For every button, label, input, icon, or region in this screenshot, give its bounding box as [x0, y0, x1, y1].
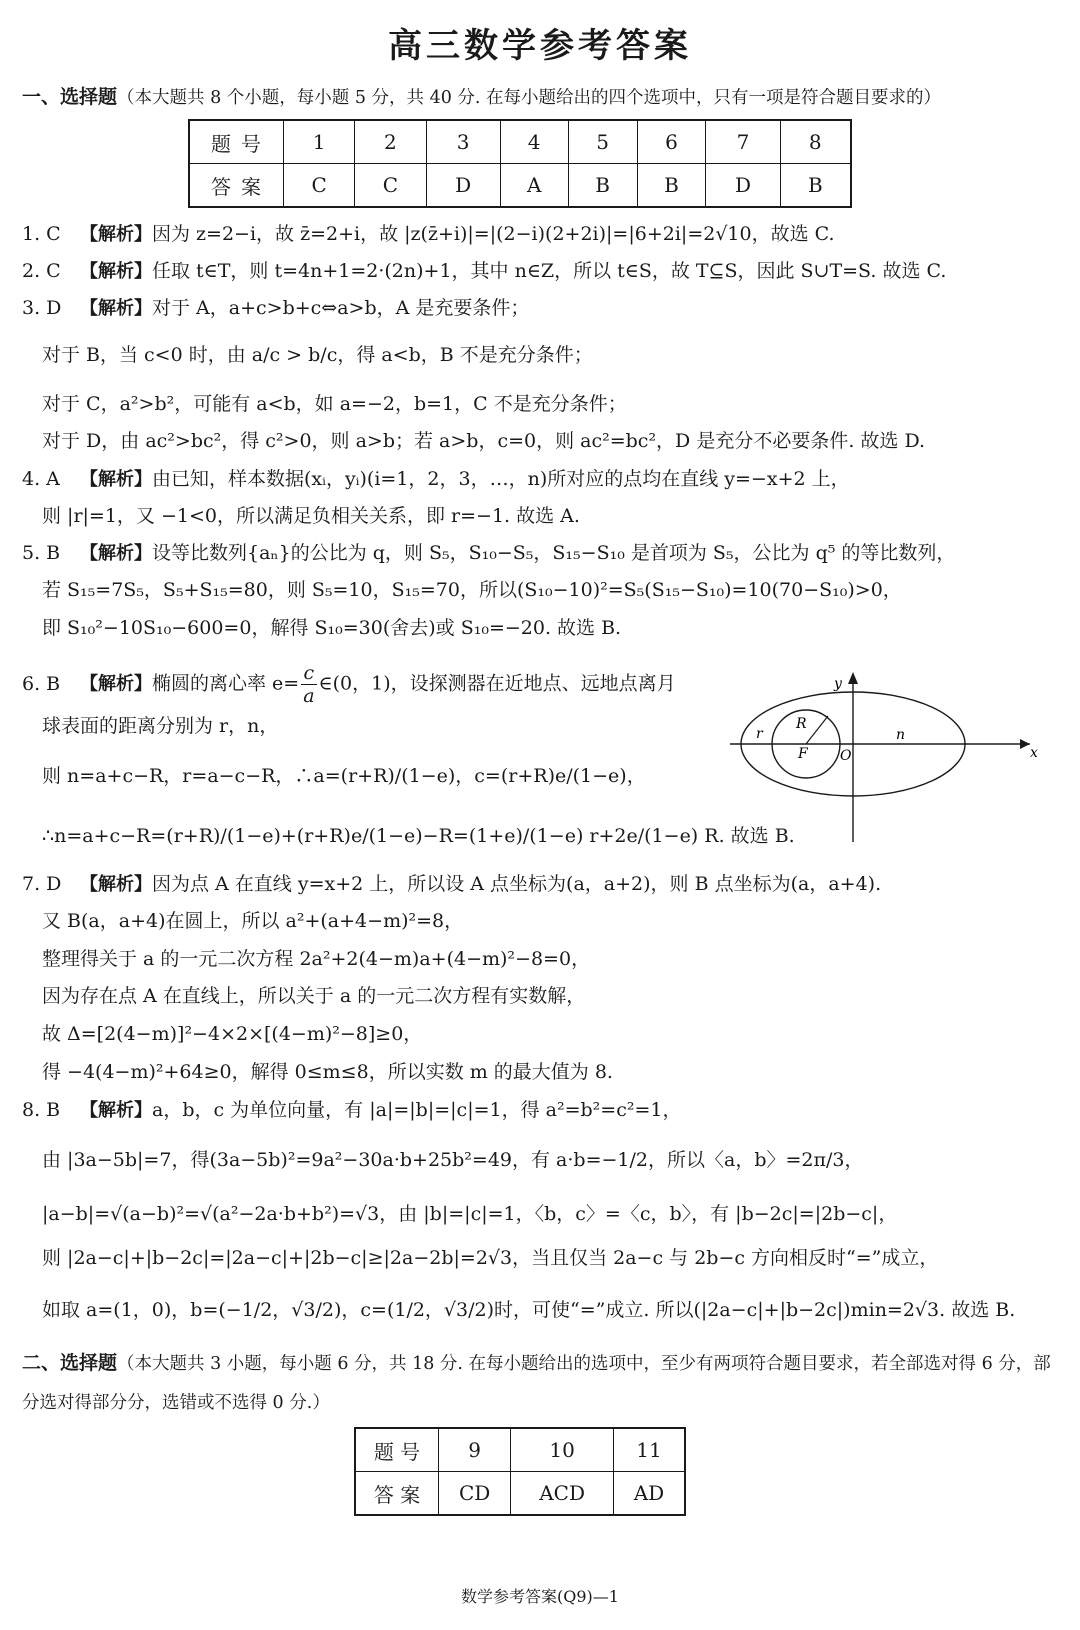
table-row [355, 1472, 685, 1516]
question-number-cell: 3 [426, 120, 500, 164]
x-axis-arrow [1020, 739, 1030, 749]
question-number-cell: 10 [511, 1428, 614, 1472]
answer-cell: B [637, 164, 706, 208]
q8-line-2: 由 |3a−5b|=7，得(3a−5b)²=9a²−30a·b+25b²=49，有 a·b=−1/2，所以〈a，b〉=2π/3， [42, 1149, 864, 1171]
row-header-number: 题 号 [355, 1428, 439, 1472]
q7-line-6: 得 −4(4−m)²+64≥0，解得 0≤m≤8，所以实数 m 的最大值为 8. [42, 1061, 613, 1083]
answer-cell: A [500, 164, 568, 208]
row-header-number: 题号 [189, 120, 284, 164]
q3-line-4: 对于 D，由 ac²>bc²，得 c²>0，则 a>b；若 a>b，c=0，则 ac²=bc²，D 是充分不必要条件. 故选 D. [42, 430, 926, 452]
ellipse-orbit-figure [730, 672, 1060, 844]
q7-number: 7. D [22, 873, 62, 895]
q7-line-4: 因为存在点 A 在直线上，所以关于 a 的一元二次方程有实数解， [42, 985, 586, 1007]
q6-line-2: 球表面的距离分别为 r，n， [42, 715, 279, 737]
row-header-answer: 答 案 [355, 1472, 439, 1516]
q2-line [22, 257, 946, 286]
answer-table-1 [188, 119, 852, 208]
answer-cell: C [284, 164, 355, 208]
q7-line-2: 又 B(a，a+4)在圆上，所以 a²+(a+4−m)²=8， [42, 910, 464, 932]
q4-line-2: 则 |r|=1，又 −1<0，所以满足负相关关系，即 r=−1. 故选 A. [42, 505, 580, 527]
q6-text-1a: 椭圆的离心率 e= [152, 672, 300, 695]
answer-cell: CD [439, 1472, 511, 1516]
eccentricity-fraction: $\frac{c}{a}$ [303, 662, 315, 707]
answer-cell: C [355, 164, 426, 208]
question-number-cell: 4 [500, 120, 568, 164]
q6-line-4: ∴n=a+c−R=(r+R)/(1−e)+(r+R)e/(1−e)−R=(1+e)/(1−e) r+2e/(1−e) R. 故选 B. [42, 825, 795, 847]
answer-table-2 [354, 1427, 686, 1516]
q3-text-1: 对于 A，a+c>b+c⇔a>b，A 是充要条件； [152, 297, 530, 319]
answer-cell: D [426, 164, 500, 208]
q4-number: 4. A [22, 468, 60, 490]
section-2-label: 二、选择题 [22, 1352, 118, 1374]
section-1-text: （本大题共 8 个小题，每小题 5 分，共 40 分. 在每小题给出的四个选项中，只有一项是符合题目要求的） [117, 88, 942, 108]
q8-line-4: 则 |2a−c|+|b−2c|=|2a−c|+|2b−c|≥|2a−2b|=2√3，当且仅当 2a−c 与 2b−c 方向相反时“=”成立， [42, 1247, 939, 1269]
table-row [189, 120, 851, 164]
answer-cell: AD [613, 1472, 685, 1516]
jiexi-tag: 【解析】 [80, 543, 152, 564]
jiexi-tag: 【解析】 [80, 673, 152, 695]
F-label: F [798, 746, 808, 762]
answer-cell: B [568, 164, 637, 208]
q6-line-1 [22, 662, 676, 707]
q8-number: 8. B [22, 1099, 61, 1121]
question-number-cell: 5 [568, 120, 637, 164]
answer-cell: ACD [511, 1472, 614, 1516]
r-label: r [756, 726, 763, 742]
jiexi-tag: 【解析】 [80, 298, 152, 319]
question-number-cell: 8 [780, 120, 851, 164]
q7-line-3: 整理得关于 a 的一元二次方程 2a²+2(4−m)a+(4−m)²−8=0， [42, 948, 591, 970]
jiexi-tag: 【解析】 [80, 1100, 152, 1121]
table-row [355, 1428, 685, 1472]
y-axis-label: y [834, 676, 842, 692]
section-1-heading [22, 78, 1062, 117]
radius-line [806, 716, 828, 744]
jiexi-tag: 【解析】 [80, 874, 152, 895]
q3-line-3: 对于 C，a²>b²，可能有 a<b，如 a=−2，b=1，C 不是充分条件； [42, 393, 627, 415]
page-title: 高三数学参考答案 [388, 26, 692, 66]
origin-label: O [840, 748, 852, 764]
section-2-heading [22, 1344, 1052, 1423]
q3-line-2: 对于 B，当 c<0 时，由 a/c > b/c，得 a<b，B 不是充分条件； [42, 344, 593, 366]
page-footer: 数学参考答案(Q9)—1 [461, 1587, 619, 1606]
q3-line-1 [22, 294, 529, 323]
q2-number: 2. C [22, 260, 61, 282]
q3-number: 3. D [22, 297, 62, 319]
q6-number: 6. B [22, 672, 61, 695]
q8-line-5: 如取 a=(1，0)，b=(−1/2，√3/2)，c=(1/2，√3/2)时，可使“=”成立. 所以(|2a−c|+|b−2c|)min=2√3. 故选 B. [42, 1299, 1016, 1321]
y-axis-arrow [848, 672, 858, 684]
q4-text-1: 由已知，样本数据(xᵢ，yᵢ)(i=1，2，3，…，n)所对应的点均在直线 y=−x+2 上， [152, 468, 850, 490]
q6-line-3: 则 n=a+c−R，r=a−c−R，∴a=(r+R)/(1−e)，c=(r+R)e/(1−e)， [42, 765, 646, 787]
answer-cell: B [780, 164, 851, 208]
jiexi-tag: 【解析】 [80, 469, 152, 490]
q7-text-1: 因为点 A 在直线 y=x+2 上，所以设 A 点坐标为(a，a+2)，则 B 点坐标为(a，a+4). [152, 873, 882, 895]
q7-line-1 [22, 870, 881, 899]
q5-line-1 [22, 539, 955, 568]
q8-text-1: a，b，c 为单位向量，有 |a|=|b|=|c|=1，得 a²=b²=c²=1， [152, 1099, 682, 1121]
q1-line [22, 220, 835, 249]
question-number-cell: 11 [613, 1428, 685, 1472]
section-1-label: 一、选择题 [22, 86, 118, 108]
row-header-answer: 答案 [189, 164, 284, 208]
section-2-text: （本大题共 3 小题，每小题 6 分，共 18 分. 在每小题给出的选项中，至少有两项符合题目要求，若全部选对得 6 分，部分选对得部分分，选错或不选得 0 分.） [22, 1354, 1051, 1413]
n-label: n [896, 727, 906, 743]
question-number-cell: 7 [706, 120, 780, 164]
question-number-cell: 1 [284, 120, 355, 164]
q1-text: 因为 z=2−i，故 z̄=2+i，故 |z(z̄+i)|=|(2−i)(2+2i)|=|6+2i|=2√10，故选 C. [152, 223, 835, 245]
jiexi-tag: 【解析】 [80, 261, 152, 282]
x-axis-label: x [1030, 745, 1038, 761]
table-row [189, 164, 851, 208]
q5-line-3: 即 S₁₀²−10S₁₀−600=0，解得 S₁₀=30(舍去)或 S₁₀=−20. 故选 B. [42, 617, 622, 639]
q7-line-5: 故 Δ=[2(4−m)]²−4×2×[(4−m)²−8]≥0， [42, 1023, 423, 1045]
q4-line-1 [22, 465, 850, 494]
q8-line-3: |a−b|=√(a−b)²=√(a²−2a·b+b²)=√3，由 |b|=|c|=1，〈b，c〉=〈c，b〉，有 |b−2c|=|2b−c|， [42, 1203, 898, 1225]
answer-cell: D [706, 164, 780, 208]
q1-number: 1. C [22, 223, 61, 245]
q6-text-1b: ∈(0，1)，设探测器在近地点、远地点离月 [318, 672, 676, 695]
q8-line-1 [22, 1096, 681, 1125]
question-number-cell: 6 [637, 120, 706, 164]
q2-text: 任取 t∈T，则 t=4n+1=2·(2n)+1，其中 n∈Z，所以 t∈S，故 T⊆S，因此 S∪T=S. 故选 C. [152, 260, 947, 282]
R-label: R [796, 716, 807, 732]
question-number-cell: 9 [439, 1428, 511, 1472]
q5-text-1: 设等比数列{aₙ}的公比为 q，则 S₅，S₁₀−S₅，S₁₅−S₁₀ 是首项为 S₅，公比为 q⁵ 的等比数列， [152, 542, 956, 564]
question-number-cell: 2 [355, 120, 426, 164]
q5-line-2: 若 S₁₅=7S₅，S₅+S₁₅=80，则 S₅=10，S₁₅=70，所以(S₁₀−10)²=S₅(S₁₅−S₁₀)=10(70−S₁₀)>0， [42, 579, 902, 601]
q5-number: 5. B [22, 542, 61, 564]
jiexi-tag: 【解析】 [80, 224, 152, 245]
